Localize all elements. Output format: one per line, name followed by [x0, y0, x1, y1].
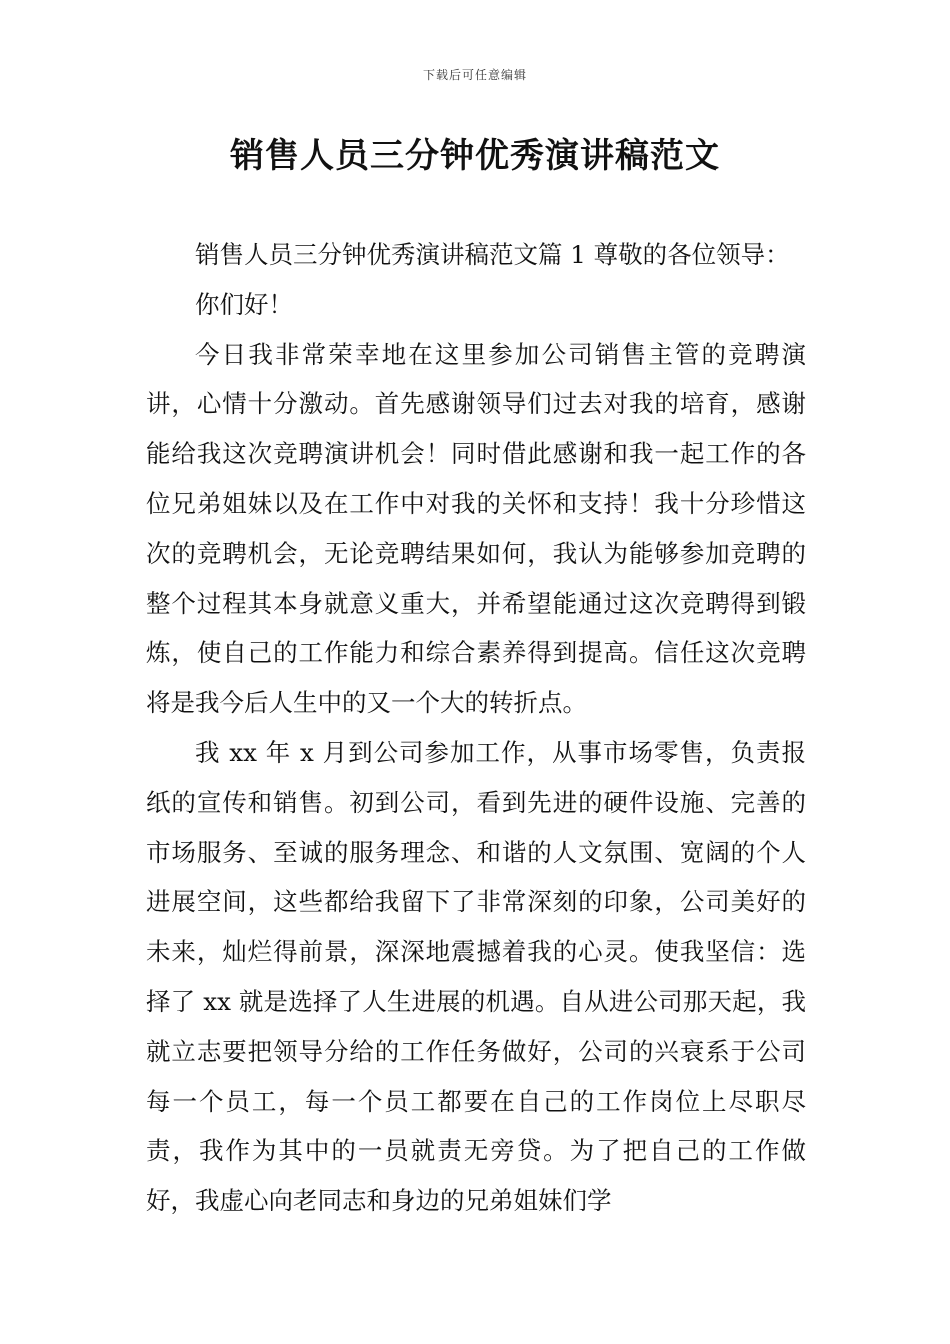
paragraph-introduction: 今日我非常荣幸地在这里参加公司销售主管的竞聘演讲，心情十分激动。首先感谢领导们过去对我的培育，感谢能给我这次竞聘演讲机会！同时借此感谢和我一起工作的各位兄弟姐妹以及在工作中对我的关怀和支持！我十分珍惜这次的竞聘机会，无论竞聘结果如何，我认为能够参加竞聘的整个过程其本身就意义重大，并希望能通过这次竞聘得到锻炼，使自己的工作能力和综合素养得到提高。信任这次竞聘将是我今后人生中的又一个大的转折点。 [146, 339, 806, 718]
paragraph-work-history: 我 xx 年 x 月到公司参加工作，从事市场零售，负责报纸的宣传和销售。初到公司，看到先进的硬件设施、完善的市场服务、至诚的服务理念、和谐的人文氛围、宽阔的个人进展空间，这些都给我留下了非常深刻的印象，公司美好的未来，灿烂得前景，深深地震撼着我的心灵。使我坚信：选择了 xx 就是选择了人生进展的机遇。自从进公司那天起，我就立志要把领导分给的工作任务做好，公司的兴衰系于公司每一个员工，每一个员工都要在自己的工作岗位上尽职尽责，我作为其中的一员就责无旁贷。为了把自己的工作做好，我虚心向老同志和身边的兄弟姐妹们学 [146, 737, 806, 1216]
header-note: 下载后可任意编辑 [422, 68, 527, 82]
paragraph-salutation: 你们好！ [195, 289, 293, 319]
document-title: 销售人员三分钟优秀演讲稿范文 [230, 136, 720, 176]
paragraph-greeting-line: 销售人员三分钟优秀演讲稿范文篇 1 尊敬的各位领导： [195, 240, 790, 269]
document-body [146, 230, 806, 1226]
